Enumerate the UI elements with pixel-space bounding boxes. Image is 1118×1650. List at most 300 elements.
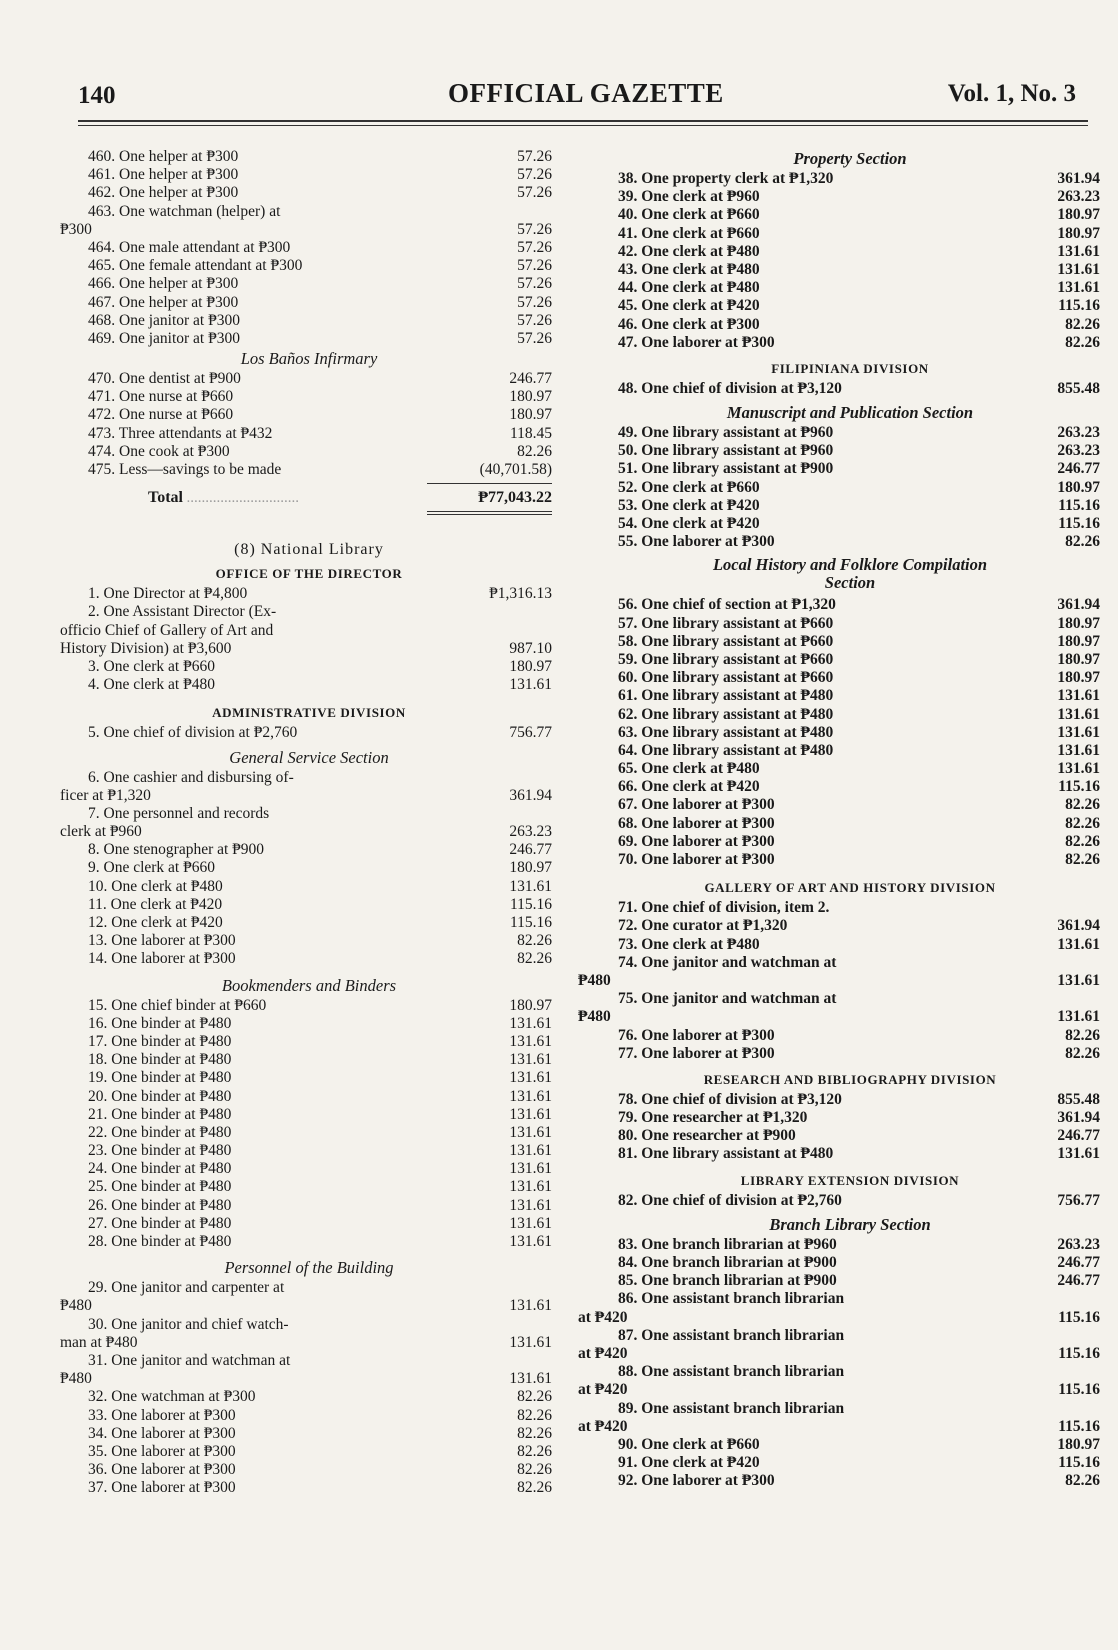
- section-heading-general-service: General Service Section: [229, 747, 389, 767]
- line-item-text: 89. One assistant branch librarian: [618, 1399, 845, 1417]
- budget-line-item: [60, 769, 558, 787]
- budget-line-item: [600, 1127, 1100, 1145]
- line-item-amount: 131.61: [509, 1233, 552, 1250]
- line-item-text: 58. One library assistant at ₱660: [618, 632, 834, 650]
- line-item-amount: 246.77: [1057, 1127, 1100, 1145]
- line-item-text: 83. One branch librarian at ₱960: [618, 1235, 837, 1253]
- budget-line-item: [60, 914, 558, 932]
- line-item-amount: 131.61: [1057, 935, 1100, 953]
- line-item-text: 47. One laborer at ₱300: [618, 333, 775, 351]
- item-list: [60, 769, 558, 969]
- line-item-amount: 131.61: [1057, 723, 1100, 741]
- item-list: [60, 724, 558, 742]
- line-item-text: 53. One clerk at ₱420: [618, 496, 760, 514]
- line-item-text: 57. One library assistant at ₱660: [618, 614, 834, 632]
- item-list: [600, 380, 1100, 398]
- volume-label: Vol. 1, No. 3: [947, 80, 1076, 107]
- item-list: [578, 899, 1100, 1063]
- budget-line-item: [60, 859, 558, 877]
- line-item-amount: 82.26: [1065, 533, 1100, 551]
- line-item-text: 13. One laborer at ₱300: [88, 932, 236, 950]
- line-item-amount: 82.26: [517, 932, 552, 950]
- budget-line-item: [60, 294, 558, 312]
- budget-line-item: [60, 787, 558, 805]
- line-item-text: 80. One researcher at ₱900: [618, 1127, 796, 1145]
- budget-line-item: [600, 170, 1100, 188]
- budget-line-item: [60, 841, 558, 859]
- budget-line-item: [600, 1192, 1100, 1210]
- line-item-text: 88. One assistant branch librarian: [618, 1363, 845, 1381]
- line-item-amount: 180.97: [1057, 224, 1100, 242]
- section-heading-gallery: GALLERY OF ART AND HISTORY DIVISION: [704, 880, 996, 896]
- line-item-text: 10. One clerk at ₱480: [88, 877, 223, 895]
- line-item-text: 4. One clerk at ₱480: [88, 676, 215, 694]
- section-heading-infirmary: Los Baños Infirmary: [240, 349, 378, 369]
- line-item-amount: 246.77: [1057, 460, 1100, 478]
- line-item-amount: 263.23: [1057, 424, 1100, 442]
- line-item-amount: 246.77: [509, 841, 552, 859]
- budget-line-item: [600, 479, 1100, 497]
- budget-line-item: [60, 1233, 558, 1251]
- budget-line-item: [60, 312, 558, 330]
- line-item-amount: 82.26: [1065, 832, 1100, 850]
- budget-line-item: [60, 425, 558, 443]
- line-item-text: 44. One clerk at ₱480: [618, 279, 760, 297]
- total-label: Total ..............................: [148, 489, 300, 507]
- line-item-text: 33. One laborer at ₱300: [88, 1406, 236, 1424]
- publication-title: OFFICIAL GAZETTE: [448, 78, 724, 108]
- budget-line-item: [600, 706, 1100, 724]
- line-item-amount: 987.10: [509, 639, 552, 657]
- line-item-amount: 246.77: [1057, 1254, 1100, 1271]
- line-item-text: 82. One chief of division at ₱2,760: [618, 1191, 842, 1209]
- line-item-text: 463. One watchman (helper) at: [88, 202, 281, 220]
- budget-line-item: [60, 1069, 558, 1087]
- line-item-text: 66. One clerk at ₱420: [618, 778, 760, 796]
- budget-line-item: [600, 460, 1100, 478]
- budget-line-item: [600, 1327, 1100, 1345]
- line-item-text: 12. One clerk at ₱420: [88, 914, 223, 931]
- budget-line-item: [60, 1479, 558, 1497]
- section-heading-admin: ADMINISTRATIVE DIVISION: [212, 705, 406, 721]
- item-list: [600, 1192, 1100, 1210]
- budget-line-item: [600, 651, 1100, 669]
- budget-line-item: [600, 424, 1100, 442]
- budget-line-item: [60, 1088, 558, 1106]
- budget-line-item: [60, 585, 558, 603]
- budget-line-item: [578, 971, 1100, 990]
- line-item-text: 21. One binder at ₱480: [88, 1105, 232, 1123]
- line-item-amount: 180.97: [1057, 614, 1100, 632]
- line-item-amount: 131.61: [509, 676, 552, 694]
- line-item-text: 59. One library assistant at ₱660: [618, 650, 834, 668]
- budget-line-item: [60, 896, 558, 914]
- line-item-text: clerk at ₱960: [60, 823, 142, 841]
- budget-line-item: [60, 997, 558, 1015]
- line-item-amount: 180.97: [1057, 650, 1100, 668]
- line-item-amount: 115.16: [1058, 515, 1100, 532]
- line-item-text: 54. One clerk at ₱420: [618, 515, 760, 532]
- line-item-text: 40. One clerk at ₱660: [618, 206, 760, 224]
- line-item-text: 468. One janitor at ₱300: [88, 311, 240, 329]
- line-item-text: 71. One chief of division, item 2.: [618, 899, 830, 917]
- budget-line-item: [60, 640, 558, 658]
- line-item-amount: 180.97: [1057, 206, 1100, 224]
- header-rule: [78, 120, 1088, 122]
- line-item-amount: 57.26: [517, 257, 552, 275]
- line-item-text: 75. One janitor and watchman at: [618, 990, 837, 1008]
- line-item-text: 27. One binder at ₱480: [88, 1214, 232, 1232]
- line-item-amount: 82.26: [1065, 1472, 1100, 1490]
- line-item-amount: 131.61: [509, 1178, 552, 1196]
- line-item-text: 84. One branch librarian at ₱900: [618, 1254, 837, 1271]
- line-item-amount: 82.26: [1065, 796, 1100, 814]
- item-list: [578, 1235, 1100, 1491]
- budget-line-item: [60, 1370, 558, 1388]
- line-item-amount: 131.61: [1057, 971, 1100, 989]
- section-heading-director: OFFICE OF THE DIRECTOR: [215, 566, 403, 582]
- line-item-text: 470. One dentist at ₱900: [88, 370, 241, 388]
- budget-line-item: [600, 1400, 1100, 1418]
- line-item-text: 474. One cook at ₱300: [88, 442, 230, 460]
- budget-line-item: [600, 1454, 1100, 1472]
- line-item-amount: 131.61: [509, 1214, 552, 1232]
- line-item-text: 23. One binder at ₱480: [88, 1142, 232, 1160]
- line-item-text: 15. One chief binder at ₱660: [88, 996, 267, 1014]
- line-item-text: 68. One laborer at ₱300: [618, 814, 775, 832]
- item-list: [600, 424, 1100, 551]
- line-item-amount: 131.61: [1057, 741, 1100, 759]
- line-item-amount: 82.26: [517, 442, 552, 460]
- total-row: [60, 479, 558, 513]
- line-item-amount: 131.61: [509, 1051, 552, 1069]
- line-item-amount: 115.16: [1058, 778, 1100, 796]
- line-item-text: officio Chief of Gallery of Art and: [60, 621, 274, 639]
- item-list: [60, 997, 558, 1252]
- line-item-amount: 131.61: [509, 1142, 552, 1160]
- line-item-text: 472. One nurse at ₱660: [88, 406, 234, 424]
- budget-line-item: [60, 184, 558, 202]
- line-item-text: 41. One clerk at ₱660: [618, 224, 760, 242]
- budget-line-item: [600, 515, 1100, 533]
- line-item-text: ₱480: [578, 971, 611, 989]
- budget-line-item: [600, 1091, 1100, 1109]
- line-item-text: at ₱420: [578, 1344, 628, 1362]
- line-item-amount: 361.94: [1057, 170, 1100, 187]
- line-item-amount: 131.61: [1057, 1008, 1100, 1026]
- line-item-amount: 180.97: [509, 859, 552, 877]
- budget-line-item: [60, 1178, 558, 1196]
- line-item-amount: 180.97: [509, 657, 552, 675]
- line-item-text: 42. One clerk at ₱480: [618, 242, 760, 260]
- line-item-amount: 246.77: [1057, 1272, 1100, 1290]
- budget-line-item: [600, 815, 1100, 833]
- line-item-text: 16. One binder at ₱480: [88, 1014, 232, 1032]
- budget-line-item: [600, 1436, 1100, 1454]
- item-list: [600, 596, 1100, 869]
- budget-line-item: [600, 760, 1100, 778]
- line-item-text: ₱480: [578, 1008, 611, 1026]
- line-item-text: 20. One binder at ₱480: [88, 1087, 232, 1105]
- budget-line-item: [600, 1290, 1100, 1308]
- line-item-text: 28. One binder at ₱480: [88, 1233, 232, 1250]
- item-list: [600, 170, 1100, 352]
- line-item-amount: 82.26: [517, 1424, 552, 1442]
- line-item-text: 469. One janitor at ₱300: [88, 329, 240, 347]
- budget-line-item: [600, 990, 1100, 1008]
- line-item-text: at ₱420: [578, 1381, 628, 1399]
- budget-line-item: [60, 406, 558, 424]
- double-rule: [427, 514, 552, 515]
- line-item-text: 43. One clerk at ₱480: [618, 260, 760, 278]
- line-item-text: 62. One library assistant at ₱480: [618, 705, 834, 723]
- line-item-text: ₱300: [60, 220, 92, 238]
- line-item-amount: 115.16: [509, 895, 552, 913]
- sum-rule: [427, 483, 552, 484]
- line-item-text: 461. One helper at ₱300: [88, 166, 239, 184]
- line-item-amount: 131.61: [509, 1105, 552, 1123]
- page-header: [78, 78, 1076, 114]
- budget-line-item: [60, 1407, 558, 1425]
- line-item-text: 1. One Director at ₱4,800: [88, 585, 248, 603]
- line-item-amount: 263.23: [1057, 1235, 1100, 1253]
- line-item-text: 78. One chief of division at ₱3,120: [618, 1090, 842, 1108]
- budget-line-item: [60, 676, 558, 694]
- line-item-amount: 82.26: [517, 1479, 552, 1497]
- double-rule: [427, 511, 552, 512]
- right-column: [578, 148, 1100, 1490]
- line-item-text: 473. Three attendants at ₱432: [88, 424, 273, 442]
- line-item-text: 37. One laborer at ₱300: [88, 1479, 236, 1497]
- line-item-amount: 131.61: [509, 1069, 552, 1087]
- line-item-text: 34. One laborer at ₱300: [88, 1424, 236, 1442]
- line-item-amount: 82.26: [1065, 315, 1100, 333]
- line-item-text: 51. One library assistant at ₱900: [618, 460, 834, 478]
- budget-line-item: [60, 1352, 558, 1370]
- line-item-text: 462. One helper at ₱300: [88, 184, 239, 202]
- budget-line-item: [578, 1417, 1100, 1436]
- budget-line-item: [600, 380, 1100, 398]
- section-heading-branch: Branch Library Section: [769, 1214, 931, 1234]
- budget-line-item: [600, 442, 1100, 460]
- section-heading-filipiniana: FILIPINIANA DIVISION: [771, 360, 929, 376]
- budget-line-item: [578, 1008, 1100, 1026]
- line-item-amount: 57.26: [517, 148, 552, 165]
- line-item-amount: 180.97: [509, 406, 552, 424]
- line-item-text: 50. One library assistant at ₱960: [618, 442, 834, 460]
- section-heading-manuscript: Manuscript and Publication Section: [726, 403, 974, 423]
- left-column: [60, 148, 558, 1497]
- line-item-text: 56. One chief of section at ₱1,320: [618, 596, 836, 614]
- line-item-text: 60. One library assistant at ₱660: [618, 669, 834, 687]
- budget-line-item: [60, 275, 558, 293]
- budget-line-item: [578, 1381, 1100, 1399]
- budget-line-item: [60, 203, 558, 221]
- budget-line-item: [600, 279, 1100, 297]
- line-item-text: 22. One binder at ₱480: [88, 1123, 232, 1141]
- line-item-text: 475. Less—savings to be made: [88, 461, 282, 478]
- budget-line-item: [600, 1363, 1100, 1381]
- line-item-amount: 115.16: [1058, 1308, 1100, 1326]
- line-item-amount: 131.61: [509, 877, 552, 895]
- budget-line-item: [60, 1124, 558, 1142]
- budget-line-item: [600, 497, 1100, 515]
- budget-line-item: [60, 1215, 558, 1233]
- budget-line-item: [60, 221, 558, 239]
- line-item-amount: 361.94: [1057, 596, 1100, 614]
- line-item-text: 46. One clerk at ₱300: [618, 315, 760, 333]
- budget-line-item: [60, 1142, 558, 1160]
- budget-line-item: [600, 687, 1100, 705]
- line-item-text: 77. One laborer at ₱300: [618, 1044, 775, 1062]
- line-item-text: 69. One laborer at ₱300: [618, 832, 775, 850]
- line-item-amount: 115.16: [509, 914, 552, 931]
- line-item-text: 31. One janitor and watchman at: [88, 1351, 291, 1369]
- item-list: [600, 1091, 1100, 1164]
- line-item-amount: 361.94: [1057, 1109, 1100, 1127]
- budget-line-item: [60, 805, 558, 823]
- line-item-amount: 82.26: [517, 1461, 552, 1479]
- line-item-text: 92. One laborer at ₱300: [618, 1472, 775, 1490]
- line-item-amount: 756.77: [1057, 1191, 1100, 1209]
- item-list: [60, 585, 558, 694]
- line-item-amount: 361.94: [509, 786, 552, 804]
- budget-line-item: [60, 823, 558, 841]
- budget-line-item: [600, 297, 1100, 315]
- budget-line-item: [600, 936, 1100, 954]
- line-item-amount: (40,701.58): [479, 461, 552, 478]
- line-item-text: 2. One Assistant Director (Ex-: [88, 603, 277, 621]
- line-item-text: 65. One clerk at ₱480: [618, 760, 760, 778]
- line-item-text: 14. One laborer at ₱300: [88, 950, 236, 968]
- line-item-amount: 115.16: [1058, 1344, 1100, 1362]
- total-amount: ₱77,043.22: [478, 489, 552, 507]
- line-item-text: ₱480: [60, 1297, 92, 1315]
- line-item-text: 467. One helper at ₱300: [88, 293, 239, 311]
- budget-line-item: [578, 1344, 1100, 1363]
- budget-line-item: [600, 724, 1100, 742]
- line-item-text: 460. One helper at ₱300: [88, 148, 239, 165]
- line-item-text: 70. One laborer at ₱300: [618, 851, 775, 868]
- line-item-text: 29. One janitor and carpenter at: [88, 1279, 285, 1297]
- line-item-amount: 180.97: [509, 388, 552, 406]
- line-item-amount: 82.26: [1065, 333, 1100, 351]
- line-item-amount: 131.61: [509, 1087, 552, 1105]
- line-item-text: 86. One assistant branch librarian: [618, 1290, 845, 1308]
- line-item-amount: 131.61: [509, 1297, 552, 1315]
- budget-line-item: [600, 1272, 1100, 1290]
- line-item-text: 6. One cashier and disbursing of-: [88, 768, 294, 786]
- line-item-amount: 361.94: [1057, 917, 1100, 935]
- line-item-text: 55. One laborer at ₱300: [618, 533, 775, 551]
- line-item-text: 19. One binder at ₱480: [88, 1069, 232, 1087]
- line-item-text: at ₱420: [578, 1308, 628, 1326]
- budget-line-item: [600, 316, 1100, 334]
- budget-line-item: [600, 851, 1100, 869]
- line-item-text: 91. One clerk at ₱420: [618, 1454, 760, 1472]
- line-item-text: 26. One binder at ₱480: [88, 1196, 232, 1214]
- section-heading-building: Personnel of the Building: [224, 1258, 394, 1278]
- line-item-text: 85. One branch librarian at ₱900: [618, 1272, 837, 1290]
- budget-line-item: [600, 206, 1100, 224]
- line-item-text: 35. One laborer at ₱300: [88, 1442, 236, 1460]
- section-heading-extension: LIBRARY EXTENSION DIVISION: [740, 1172, 960, 1188]
- line-item-text: man at ₱480: [60, 1333, 138, 1351]
- budget-line-item: [600, 954, 1100, 972]
- header-rule-thin: [78, 125, 1088, 126]
- line-item-text: 18. One binder at ₱480: [88, 1051, 232, 1069]
- item-list: [60, 148, 558, 348]
- line-item-text: ficer at ₱1,320: [60, 786, 151, 804]
- line-item-text: 67. One laborer at ₱300: [618, 796, 775, 814]
- budget-line-item: [600, 261, 1100, 279]
- budget-line-item: [600, 334, 1100, 352]
- budget-line-item: [60, 1316, 558, 1334]
- line-item-text: 24. One binder at ₱480: [88, 1160, 232, 1178]
- budget-line-item: [578, 1308, 1100, 1327]
- line-item-text: 30. One janitor and chief watch-: [88, 1315, 289, 1333]
- line-item-text: 63. One library assistant at ₱480: [618, 723, 834, 741]
- budget-line-item: [60, 388, 558, 406]
- line-item-amount: 82.26: [1065, 1044, 1100, 1062]
- line-item-text: 7. One personnel and records: [88, 804, 270, 822]
- line-item-text: 17. One binder at ₱480: [88, 1032, 232, 1050]
- budget-line-item: [60, 1160, 558, 1178]
- budget-line-item: [60, 1279, 558, 1297]
- line-item-amount: 57.26: [517, 220, 552, 238]
- line-item-amount: 82.26: [517, 1388, 552, 1406]
- budget-line-item: [60, 1015, 558, 1033]
- budget-line-item: [60, 1388, 558, 1406]
- budget-line-item: [600, 1145, 1100, 1163]
- line-item-amount: 131.61: [1057, 1145, 1100, 1163]
- line-item-text: 466. One helper at ₱300: [88, 275, 239, 293]
- line-item-amount: 756.77: [509, 724, 552, 742]
- line-item-text: 87. One assistant branch librarian: [618, 1326, 845, 1344]
- budget-line-item: [600, 1027, 1100, 1045]
- line-item-amount: ₱1,316.13: [489, 585, 552, 603]
- budget-line-item: [60, 1033, 558, 1051]
- budget-line-item: [60, 658, 558, 676]
- line-item-text: History Division) at ₱3,600: [60, 639, 232, 657]
- line-item-text: 471. One nurse at ₱660: [88, 388, 234, 406]
- budget-line-item: [60, 1425, 558, 1443]
- line-item-amount: 131.61: [509, 1370, 552, 1388]
- budget-line-item: [60, 1461, 558, 1479]
- budget-line-item: [60, 239, 558, 257]
- section-heading-local-history: Local History and Folklore Compilation: [712, 555, 988, 575]
- line-item-amount: 180.97: [1057, 478, 1100, 496]
- section-heading-local-history-cont: Section: [824, 573, 876, 593]
- line-item-text: 465. One female attendant at ₱300: [88, 257, 303, 275]
- section-heading-research: RESEARCH AND BIBLIOGRAPHY DIVISION: [703, 1071, 997, 1087]
- budget-line-item: [600, 1109, 1100, 1127]
- budget-line-item: [600, 833, 1100, 851]
- line-item-amount: 57.26: [517, 184, 552, 202]
- library-heading: (8) National Library: [234, 541, 384, 559]
- line-item-amount: 263.23: [509, 823, 552, 841]
- line-item-amount: 131.61: [1057, 687, 1100, 705]
- line-item-text: 74. One janitor and watchman at: [618, 953, 837, 971]
- budget-line-item: [600, 778, 1100, 796]
- line-item-text: 25. One binder at ₱480: [88, 1178, 232, 1196]
- line-item-amount: 115.16: [1058, 1454, 1100, 1472]
- line-item-amount: 246.77: [509, 370, 552, 388]
- line-item-amount: 82.26: [1065, 851, 1100, 868]
- budget-line-item: [60, 166, 558, 184]
- line-item-amount: 131.61: [1057, 260, 1100, 278]
- budget-line-item: [600, 633, 1100, 651]
